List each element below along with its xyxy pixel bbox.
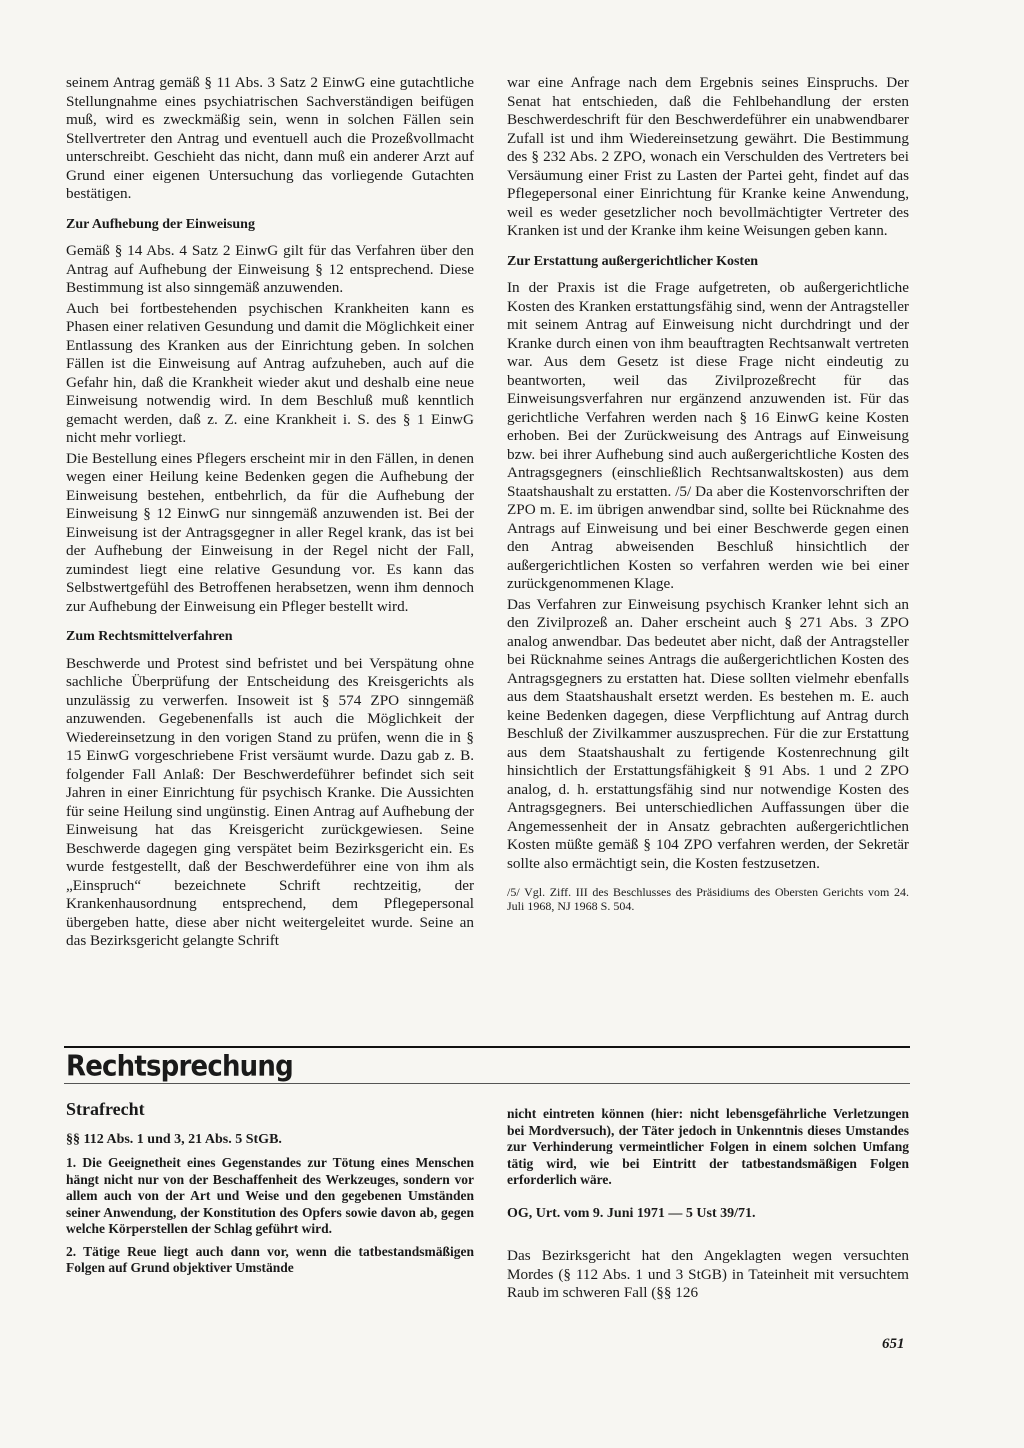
section-underline (64, 1083, 910, 1084)
paragraph: Gemäß § 14 Abs. 4 Satz 2 EinwG gilt für das Verfahren über den Antrag auf Aufhebung der Einweisung § 12 entsprechend. Diese Bestimmung ist also sinngemäß anzuwenden. (66, 242, 474, 296)
right-column-top (507, 74, 909, 915)
headnote-2: 2. Tätige Reue liegt auch dann vor, wenn die tatbestandsmäßigen Folgen auf Grund objektiver Umstände (66, 1243, 474, 1275)
court-reference: OG, Urt. vom 9. Juni 1971 — 5 Ust 39/71. (507, 1205, 756, 1221)
paragraph: Beschwerde und Protest sind befristet und bei Verspätung ohne sachliche Überprüfung der Entscheidung des Kreisgerichts als unzulässig zu verwerfen. Insoweit ist § 574 ZPO sinngemäß anzuwenden. Gegebenenfalls ist auch die Möglichkeit der Wiedereinsetzung in den vorigen Stand zu prüfen, wenn die in § 15 EinwG vorgeschriebene Frist versäumt wurde. Dazu gab z. B. folgender Fall Anlaß: Der Beschwerdeführer befindet sich seit Jahren in einer Einrichtung für psychisch Kranke. Die Aussichten für seine Heilung sind ungünstig. Einen Antrag auf Aufhebung der Einweisung hat das Kreisgericht zurückgewiesen. Seine Beschwerde dagegen ging verspätet beim Bezirksgericht ein. Es wurde festgestellt, daß der Beschwerdeführer eine von ihm als „Einspruch“ bezeichnete Schrift rechtzeitig, der Krankenhausordnung entsprechend, dem Pflegepersonal übergeben hatte, diese aber nicht weitergeleitet wurde. Seine an das Bezirksgericht gelangte Schrift (66, 654, 474, 949)
subsection-title: Strafrecht (66, 1099, 145, 1119)
statute-citation: §§ 112 Abs. 1 und 3, 21 Abs. 5 StGB. (66, 1131, 282, 1147)
left-column-top (66, 74, 474, 953)
paragraph: Die Bestellung eines Pflegers erscheint mir in den Fällen, in denen wegen einer Heilung keine Bedenken gegen die Aufhebung der Einweisung bestehen, entbehrlich, da für die Aufhebung der Einweisung § 12 EinwG nur sinngemäß anzuwenden ist. Bei der Einweisung ist der Antragsgegner in aller Regel krank, das ist bei der Aufhebung der Einweisung in der Regel nicht der Fall, zumindest liegt eine relative Gesundung vor. Es kann das Selbstwertgefühl des Betroffenen herabsetzen, wenn ihm dennoch zur Aufhebung der Einweisung ein Pfleger bestellt wird. (66, 449, 474, 615)
left-column-bottom (66, 1100, 474, 1279)
footnote: /5/ Vgl. Ziff. III des Beschlusses des Präsidiums des Obersten Gerichts vom 24. Juli 1968, NJ 1968 S. 504. (507, 885, 909, 913)
paragraph: seinem Antrag gemäß § 11 Abs. 3 Satz 2 EinwG eine gutachtliche Stellungnahme eines psychiatrischen Sachverständigen beifügen muß, wird es zweckmäßig sein, wenn in solchen Fällen sein Stellvertreter den Antrag und eventuell auch die Prozeßvollmacht unterschreibt. Geschieht das nicht, dann muß ein anderer Arzt auf Grund einer eigenen Untersuchung das vorliegende Gutachten bestätigen. (66, 74, 474, 202)
headnote-1: 1. Die Geeignetheit eines Gegenstandes zur Tötung eines Menschen hängt nicht nur von der Beschaffenheit des Werkzeuges, sondern vor allem auch von der Art und Weise und den gegebenen Umständen seiner Anwendung, der Konstitution des Opfers sowie davon ab, gegen welche Körperstellen der Schlag geführt wird. (66, 1155, 474, 1236)
section-heading: Zum Rechtsmittelverfahren (66, 629, 233, 644)
paragraph: In der Praxis ist die Frage aufgetreten, ob außergerichtliche Kosten des Kranken erstattungsfähig sind, wenn der Antragsteller mit seinem Antrag auf Einweisung nicht durchdringt und der Kranke durch einen von ihm beauftragten Rechtsanwalt vertreten war. Aus dem Gesetz ist diese Frage nicht eindeutig zu beantworten, weil das Zivilprozeßrecht für das Einweisungsverfahren nur ergänzend anzuwenden ist. Für das gerichtliche Verfahren werden nach § 16 EinwG keine Kosten erhoben. Bei der Zurückweisung des Antrags auf Einweisung bzw. bei ihrer Aufhebung sind auch außergerichtliche Kosten des Antragsgegners (einschließlich Rechtsanwaltskosten) aus dem Staatshaushalt zu erstatten. /5/ Da aber die Kostenvorschriften der ZPO m. E. im übrigen anwendbar sind, sollte bei Rücknahme des Antrags auf Einweisung und bei einer Beschwerde gegen einen den Antrag abweisenden Beschluß hinsichtlich der außergerichtlichen Kosten so verfahren werden wie bei einer zurückgenommenen Klage. (507, 279, 909, 592)
section-heading: Zur Aufhebung der Einweisung (66, 216, 255, 232)
right-column-bottom (507, 1100, 909, 1305)
paragraph: Das Verfahren zur Einweisung psychisch Kranker lehnt sich an den Zivilprozeß an. Daher erscheint auch § 271 Abs. 3 ZPO analog anwendbar. Das bedeutet aber nicht, daß der Antragsteller bei Rücknahme seines Antrags die außergerichtlichen Kosten des Antragsgegners zu erstatten hat. Diese sollten vielmehr ebenfalls aus dem Staatshaushalt ersetzt werden. Es bestehen m. E. auch keine Bedenken dagegen, diese Verpflichtung auf Antrag durch Beschluß der Zivilkammer auszusprechen. Für die zur Erstattung aus dem Staatshaushalt zu fertigende Kostenrechnung gilt hinsichtlich der Erstattungsfähigkeit § 91 Abs. 1 und 2 ZPO analog, d. h. erstattungsfähig sind nur notwendige Kosten des Antragsgegners. Bei unterschiedlichen Auffassungen über die Angemessenheit der in Ansatz gebrachten außergerichtlichen Kosten müßte gemäß § 104 ZPO verfahren werden, der Sekretär sollte also ermächtigt sein, die Kosten festzusetzen. (507, 595, 909, 872)
paragraph: Das Bezirksgericht hat den Angeklagten wegen versuchten Mordes (§ 112 Abs. 1 und 3 StGB) in Tateinheit mit versuchtem Raub im schweren Fall (§§ 126 (507, 1247, 909, 1301)
section-divider (64, 1046, 910, 1048)
paragraph: Auch bei fortbestehenden psychischen Krankheiten kann es Phasen einer relativen Gesundung und damit die Möglichkeit einer Entlassung des Kranken aus der Einrichtung geben. In solchen Fällen ist die Einweisung auf Antrag aufzuheben, auch auf die Gefahr hin, daß die Krankheit wieder akut und deshalb eine neue Einweisung notwendig wird. In dem Beschluß muß kenntlich gemacht werden, daß z. Z. eine Krankheit i. S. des § 1 EinwG nicht mehr vorliegt. (66, 299, 474, 446)
paragraph: war eine Anfrage nach dem Ergebnis seines Einspruchs. Der Senat hat entschieden, daß die Fehlbehandlung der ersten Beschwerdeschrift für den Beschwerdeführer ein unabwendbarer Zufall ist und ihm Wiedereinsetzung gewährt. Die Bestimmung des § 232 Abs. 2 ZPO, wonach ein Verschulden des Vertreters bei Versäumung einer Frist zu Lasten der Partei geht, findet auf das Pflegepersonal einer Einrichtung für Kranke keine Anwendung, weil es weder gesetzlicher noch bevollmächtigter Vertreter des Kranken ist und der Kranke ihm keine Weisungen geben kann. (507, 74, 909, 239)
section-heading: Zur Erstattung außergerichtlicher Kosten (507, 253, 759, 269)
headnote-2-continued: nicht eintreten können (hier: nicht lebensgefährliche Verletzungen bei Mordversuch), der Täter jedoch in Unkenntnis dieses Umstandes zur Verhinderung vermeintlicher Folgen in einem solchen Umfang tätig wird, wie bei Eintritt der tatbestandsmäßigen Folgen erforderlich wäre. (507, 1106, 909, 1187)
section-title: Rechtsprechung (66, 1050, 293, 1083)
page-number: 651 (882, 1336, 905, 1352)
